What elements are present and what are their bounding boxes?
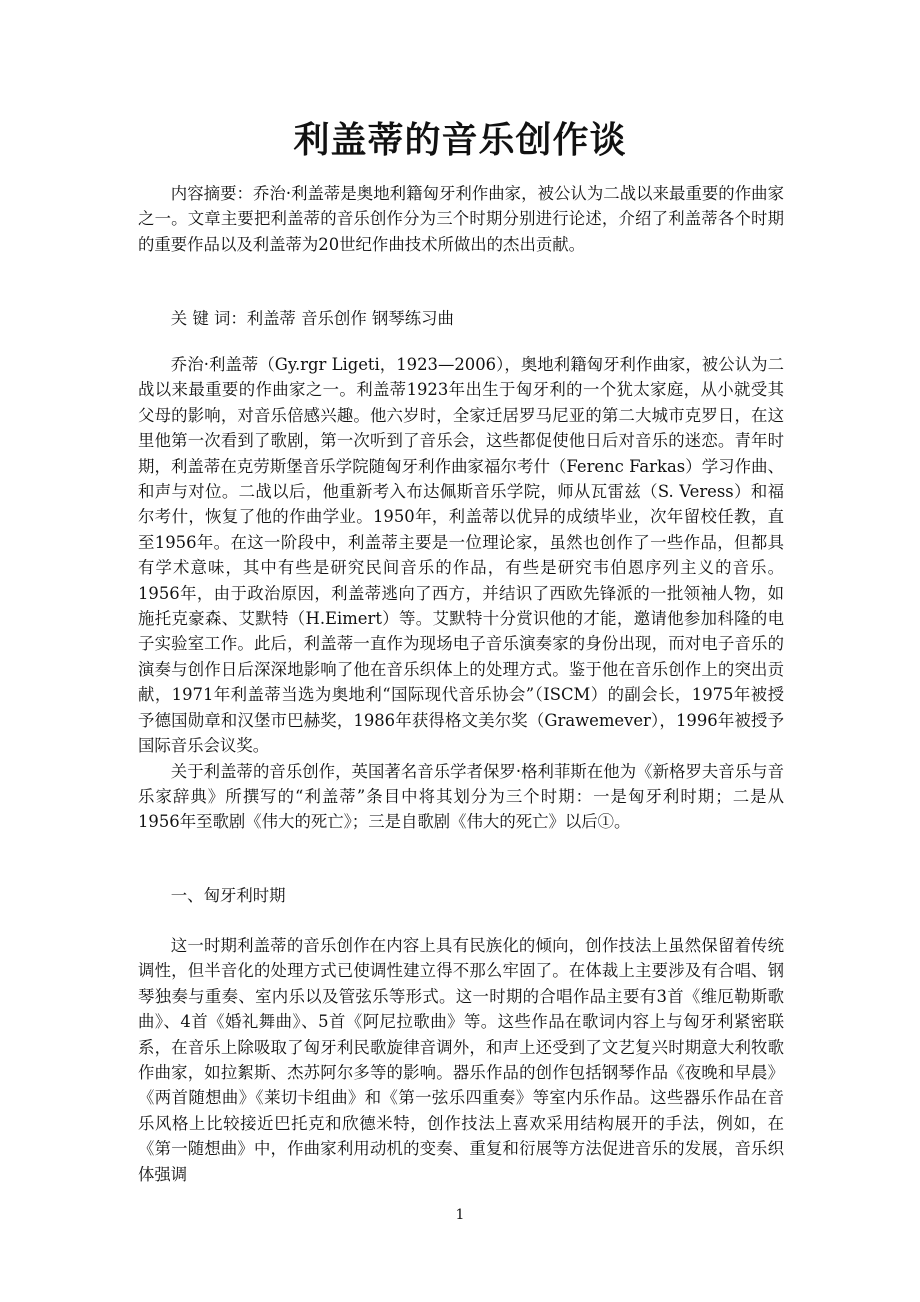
keywords-line: 关 键 词：利盖蒂 音乐创作 钢琴练习曲	[170, 309, 454, 328]
page-title: 利盖蒂的音乐创作谈	[293, 120, 627, 161]
page-number: 1	[455, 1207, 465, 1223]
section-heading: 一、匈牙利时期	[170, 886, 286, 905]
body-paragraph-2: 关于利盖蒂的音乐创作，英国著名音乐学者保罗·格利菲斯在他为《新格罗夫音乐与音乐家辞典》所撰写的“利盖蒂”条目中将其划分为三个时期：一是匈牙利时期；二是从1956年至歌剧《伟大的死亡》；三是自歌剧《伟大的死亡》以后①。	[138, 761, 784, 832]
section-paragraph: 这一时期利盖蒂的音乐创作在内容上具有民族化的倾向，创作技法上虽然保留着传统调性，但半音化的处理方式已使调性建立得不那么牢固了。在体裁上主要涉及有合唱、钢琴独奏与重奏、室内乐以及管弦乐等形式。这一时期的合唱作品主要有3首《维厄勒斯歌曲》、4首《婚礼舞曲》、5首《阿尼拉歌曲》等。这些作品在歌词内容上与匈牙利紧密联系，在音乐上除吸取了匈牙利民歌旋律音调外，和声上还受到了文艺复兴时期意大利牧歌作曲家，如拉絮斯、杰苏阿尔多等的影响。器乐作品的创作包括钢琴作品《夜晚和早晨》《两首随想曲》《莱切卡组曲》和《第一弦乐四重奏》等室内乐作品。这些器乐作品在音乐风格上比较接近巴托克和欣德米特，创作技法上喜欢采用结构展开的手法，例如，在《第一随想曲》中，作曲家利用动机的变奏、重复和衍展等方法促进音乐的发展，音乐织体强调	[138, 936, 784, 1184]
intro-section	[138, 352, 784, 835]
body-paragraph-1: 乔治·利盖蒂（Gy.rgr Ligeti，1923—2006），奥地利籍匈牙利作曲家，被公认为二战以来最重要的作曲家之一。利盖蒂1923年出生于匈牙利的一个犹太家庭，从小就受其父母的影响，对音乐倍感兴趣。他六岁时，全家迁居罗马尼亚的第二大城市克罗日，在这里他第一次看到了歌剧，第一次听到了音乐会，这些都促使他日后对音乐的迷恋。青年时期，利盖蒂在克劳斯堡音乐学院随匈牙利作曲家福尔考什（Ferenc Farkas）学习作曲、和声与对位。二战以后，他重新考入布达佩斯音乐学院，师从瓦雷兹（S. Veress）和福尔考什，恢复了他的作曲学业。1950年，利盖蒂以优异的成绩毕业，次年留校任教，直至1956年。在这一阶段中，利盖蒂主要是一位理论家，虽然也创作了一些作品，但都具有学术意味，其中有些是研究民间音乐的作品，有些是研究韦伯恩序列主义的音乐。1956年，由于政治原因，利盖蒂逃向了西方，并结识了西欧先锋派的一批领袖人物，如施托克豪森、艾默特（H.Eimert）等。艾默特十分赏识他的才能，邀请他参加科隆的电子实验室工作。此后，利盖蒂一直作为现场电子音乐演奏家的身份出现，而对电子音乐的演奏与创作日后深深地影响了他在音乐织体上的处理方式。鉴于他在音乐创作上的突出贡献，1971年利盖蒂当选为奥地利“国际现代音乐协会”（ISCM）的副会长，1975年被授予德国勋章和汉堡市巴赫奖，1986年获得格文美尔奖（Grawemever），1996年被授予国际音乐会议奖。	[138, 355, 784, 756]
abstract-paragraph: 内容摘要：乔治·利盖蒂是奥地利籍匈牙利作曲家，被公认为二战以来最重要的作曲家之一。文章主要把利盖蒂的音乐创作分为三个时期分别进行论述，介绍了利盖蒂各个时期的重要作品以及利盖蒂为20世纪作曲技术所做出的杰出贡献。	[138, 184, 784, 254]
